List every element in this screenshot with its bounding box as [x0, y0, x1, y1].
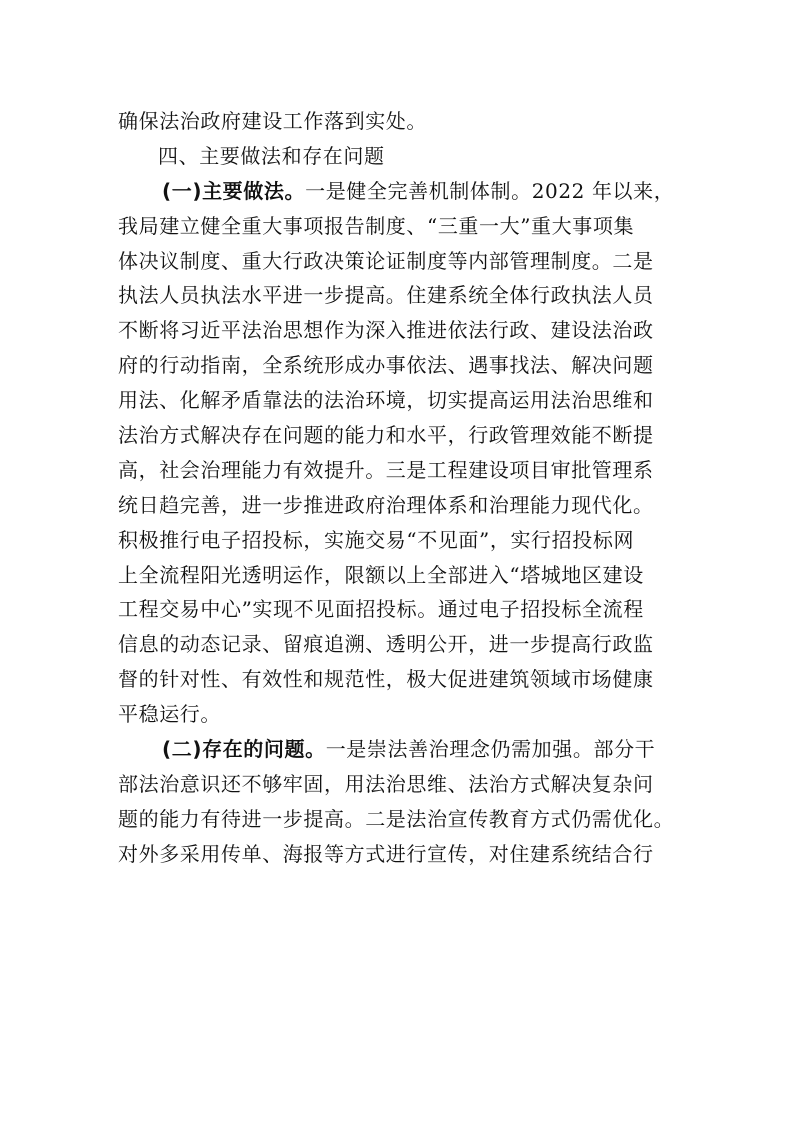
paragraph-line: 工程交易中心”实现不见面招投标。通过电子招投标全流程	[118, 597, 644, 622]
paragraph-line: 不断将习近平法治思想作为深入推进依法行政、建设法治政	[118, 318, 654, 343]
paragraph-line: 体决议制度、重大行政决策论证制度等内部管理制度。二是	[118, 248, 654, 273]
paragraph-line: 用法、化解矛盾靠法的法治环境，切实提高运用法治思维和	[118, 388, 654, 413]
paragraph-line: 府的行动指南，全系统形成办事依法、遇事找法、解决问题	[118, 353, 654, 378]
paragraph-text: 一是健全完善机制体制。2022 年以来，	[305, 178, 675, 203]
paragraph-line: 上全流程阳光透明运作，限额以上全部进入“塔城地区建设	[118, 562, 644, 587]
paragraph-line: 对外多采用传单、海报等方式进行宣传，对住建系统结合行	[118, 841, 654, 866]
paragraph-line: 我局建立健全重大事项报告制度、“三重一大”重大事项集	[118, 213, 635, 238]
paragraph-line: 题的能力有待进一步提高。二是法治宣传教育方式仍需优化。	[118, 806, 675, 831]
subsection-title: (二)存在的问题。	[162, 737, 326, 762]
paragraph-line: 部法治意识还不够牢固，用法治思维、法治方式解决复杂问	[118, 771, 654, 796]
paragraph-line	[118, 174, 678, 209]
section-heading: 四、主要做法和存在问题	[158, 143, 385, 168]
paragraph-line	[118, 732, 678, 767]
paragraph-line: 督的针对性、有效性和规范性，极大促进建筑领域市场健康	[118, 667, 654, 692]
subsection-title: (一)主要做法。	[162, 178, 306, 203]
paragraph-text: 一是崇法善治理念仍需加强。部分干	[325, 737, 656, 762]
paragraph-line: 平稳运行。	[118, 702, 221, 727]
paragraph-line: 统日趋完善，进一步推进政府治理体系和治理能力现代化。	[118, 492, 654, 517]
paragraph-line: 积极推行电子招投标，实施交易“不见面”，实行招投标网	[118, 527, 635, 552]
document-body	[118, 104, 678, 872]
paragraph-line: 法治方式解决存在问题的能力和水平，行政管理效能不断提	[118, 423, 654, 448]
paragraph-line: 高，社会治理能力有效提升。三是工程建设项目审批管理系	[118, 457, 654, 482]
paragraph-line: 确保法治政府建设工作落到实处。	[118, 109, 427, 133]
paragraph-line: 信息的动态记录、留痕追溯、透明公开，进一步提高行政监	[118, 632, 654, 657]
paragraph-line: 执法人员执法水平进一步提高。住建系统全体行政执法人员	[118, 283, 654, 308]
